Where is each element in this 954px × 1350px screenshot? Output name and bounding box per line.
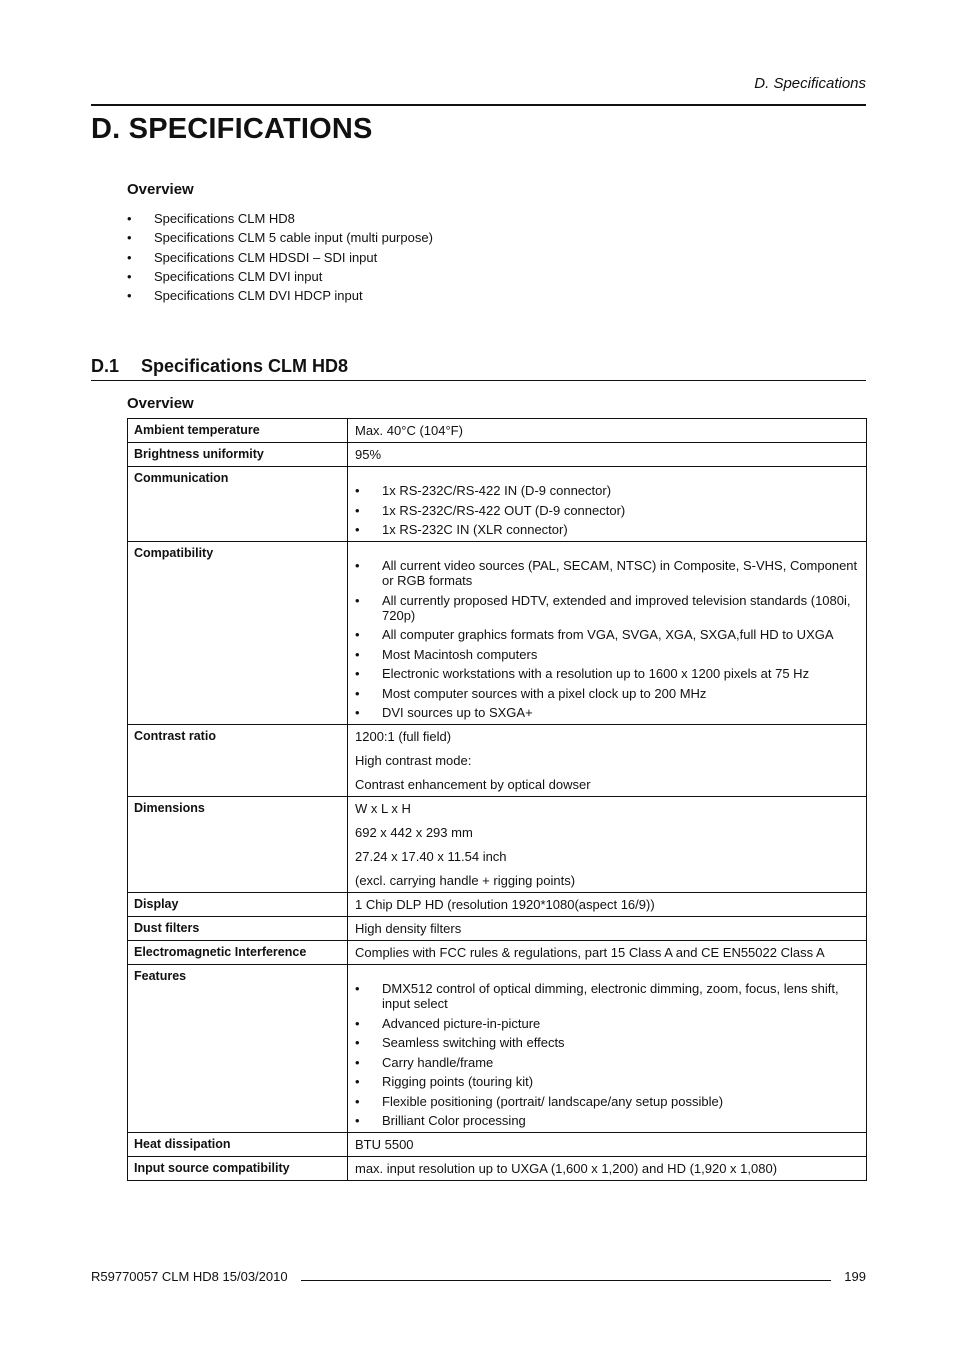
row-label: Display <box>128 893 348 917</box>
bullet: • <box>355 1054 360 1070</box>
table-row <box>128 797 867 893</box>
bullet: • <box>355 1093 360 1109</box>
table-row <box>128 542 867 725</box>
bullet: • <box>355 1113 360 1128</box>
list-item: • 1x RS-232C/RS-422 IN (D-9 connector) <box>355 483 612 498</box>
row-label: Ambient temperature <box>128 419 348 443</box>
row-value <box>348 467 867 542</box>
value-line: (excl. carrying handle + rigging points) <box>355 873 576 888</box>
row-label: Brightness uniformity <box>128 443 348 467</box>
row-label: Dust filters <box>128 917 348 941</box>
bullet: • <box>355 705 360 720</box>
table-row <box>128 1133 867 1157</box>
row-value <box>348 965 867 1133</box>
list-item: • Brilliant Color processing <box>355 1113 526 1128</box>
list-item: • Flexible positioning (portrait/ landscape/any setup possible) <box>355 1093 724 1109</box>
page-number: 199 <box>844 1269 866 1284</box>
row-label: Features <box>128 965 348 1133</box>
list-item: • Advanced picture-in-picture <box>355 1015 541 1031</box>
bullet: • <box>127 288 132 304</box>
value-line: 27.24 x 17.40 x 11.54 inch <box>355 849 507 864</box>
list-item: • DVI sources up to SXGA+ <box>355 705 533 720</box>
list-item: • Carry handle/frame <box>355 1054 494 1070</box>
intro-list-item: • Specifications CLM 5 cable input (multi purpose) <box>127 230 433 246</box>
row-value: BTU 5500 <box>348 1133 867 1157</box>
list-item: • All computer graphics formats from VGA, SVGA, XGA, SXGA,full HD to UXGA <box>355 627 834 642</box>
row-value: Max. 40°C (104°F) <box>348 419 867 443</box>
communication-list <box>355 483 859 537</box>
row-value: Complies with FCC rules & regulations, part 15 Class A and CE EN55022 Class A <box>348 941 867 965</box>
bullet: • <box>355 522 360 537</box>
bullet: • <box>355 627 360 642</box>
intro-overview-heading: Overview <box>127 181 194 198</box>
bullet: • <box>127 230 132 246</box>
table-row <box>128 419 867 443</box>
features-list <box>355 981 859 1128</box>
table-row <box>128 443 867 467</box>
list-item: • Most Macintosh computers <box>355 646 538 662</box>
bullet: • <box>355 1074 360 1089</box>
intro-list-item: • Specifications CLM DVI HDCP input <box>127 288 363 304</box>
bullet: • <box>355 1035 360 1050</box>
spec-table <box>127 418 867 1181</box>
list-item: • DMX512 control of optical dimming, electronic dimming, zoom, focus, lens shift, input select <box>355 981 839 1011</box>
bullet: • <box>355 666 360 681</box>
value-line: 692 x 442 x 293 mm <box>355 825 473 840</box>
chapter-title: D. SPECIFICATIONS <box>91 113 373 145</box>
list-item: • Most computer sources with a pixel clock up to 200 MHz <box>355 685 707 701</box>
row-value <box>348 797 867 893</box>
list-item: • Rigging points (touring kit) <box>355 1074 534 1089</box>
table-row <box>128 965 867 1133</box>
running-head: D. Specifications <box>754 75 866 92</box>
value-line: High contrast mode: <box>355 753 472 768</box>
row-label: Input source compatibility <box>128 1157 348 1181</box>
row-label: Communication <box>128 467 348 542</box>
bullet: • <box>355 483 360 498</box>
table-row <box>128 941 867 965</box>
row-value <box>348 725 867 797</box>
bullet: • <box>127 211 132 226</box>
intro-list-item: • Specifications CLM HD8 <box>127 211 295 226</box>
compatibility-list <box>355 558 859 720</box>
table-row <box>128 725 867 797</box>
section-title: Specifications CLM HD8 <box>141 356 349 376</box>
row-value: 1 Chip DLP HD (resolution 1920*1080(aspect 16/9)) <box>348 893 867 917</box>
list-item: • 1x RS-232C IN (XLR connector) <box>355 522 568 537</box>
table-row <box>128 467 867 542</box>
row-value: 95% <box>348 443 867 467</box>
row-value: max. input resolution up to UXGA (1,600 x 1,200) and HD (1,920 x 1,080) <box>348 1157 867 1181</box>
intro-list <box>127 211 433 307</box>
bullet: • <box>355 502 360 518</box>
bullet: • <box>355 592 360 608</box>
footer-doc-info: R59770057 CLM HD8 15/03/2010 <box>91 1269 288 1284</box>
bullet: • <box>355 685 360 701</box>
bullet: • <box>355 558 360 573</box>
row-value: High density filters <box>348 917 867 941</box>
list-item: • 1x RS-232C/RS-422 OUT (D-9 connector) <box>355 502 626 518</box>
list-item: • Electronic workstations with a resolution up to 1600 x 1200 pixels at 75 Hz <box>355 666 810 681</box>
intro-list-item: • Specifications CLM HDSDI – SDI input <box>127 249 378 265</box>
title-rule <box>91 104 866 106</box>
list-item: • Seamless switching with effects <box>355 1035 565 1050</box>
footer-rule <box>301 1280 831 1281</box>
bullet: • <box>127 249 132 265</box>
value-line: 1200:1 (full field) <box>355 729 452 744</box>
value-line: Contrast enhancement by optical dowser <box>355 777 591 792</box>
bullet: • <box>355 981 360 996</box>
section-number: D.1 <box>91 356 120 376</box>
section-overview-heading: Overview <box>127 395 194 412</box>
intro-list-item: • Specifications CLM DVI input <box>127 268 323 284</box>
row-label: Compatibility <box>128 542 348 725</box>
value-line: W x L x H <box>355 801 411 816</box>
row-value <box>348 542 867 725</box>
bullet: • <box>127 268 132 284</box>
bullet: • <box>355 646 360 662</box>
bullet: • <box>355 1015 360 1031</box>
section-heading <box>91 356 866 381</box>
row-label: Dimensions <box>128 797 348 893</box>
table-row <box>128 917 867 941</box>
table-row <box>128 1157 867 1181</box>
row-label: Heat dissipation <box>128 1133 348 1157</box>
list-item: • All currently proposed HDTV, extended and improved television standards (1080i, 720p) <box>355 592 851 623</box>
row-label: Contrast ratio <box>128 725 348 797</box>
row-label: Electromagnetic Interference <box>128 941 348 965</box>
list-item: • All current video sources (PAL, SECAM, NTSC) in Composite, S-VHS, Component or RGB formats <box>355 558 858 588</box>
table-row <box>128 893 867 917</box>
